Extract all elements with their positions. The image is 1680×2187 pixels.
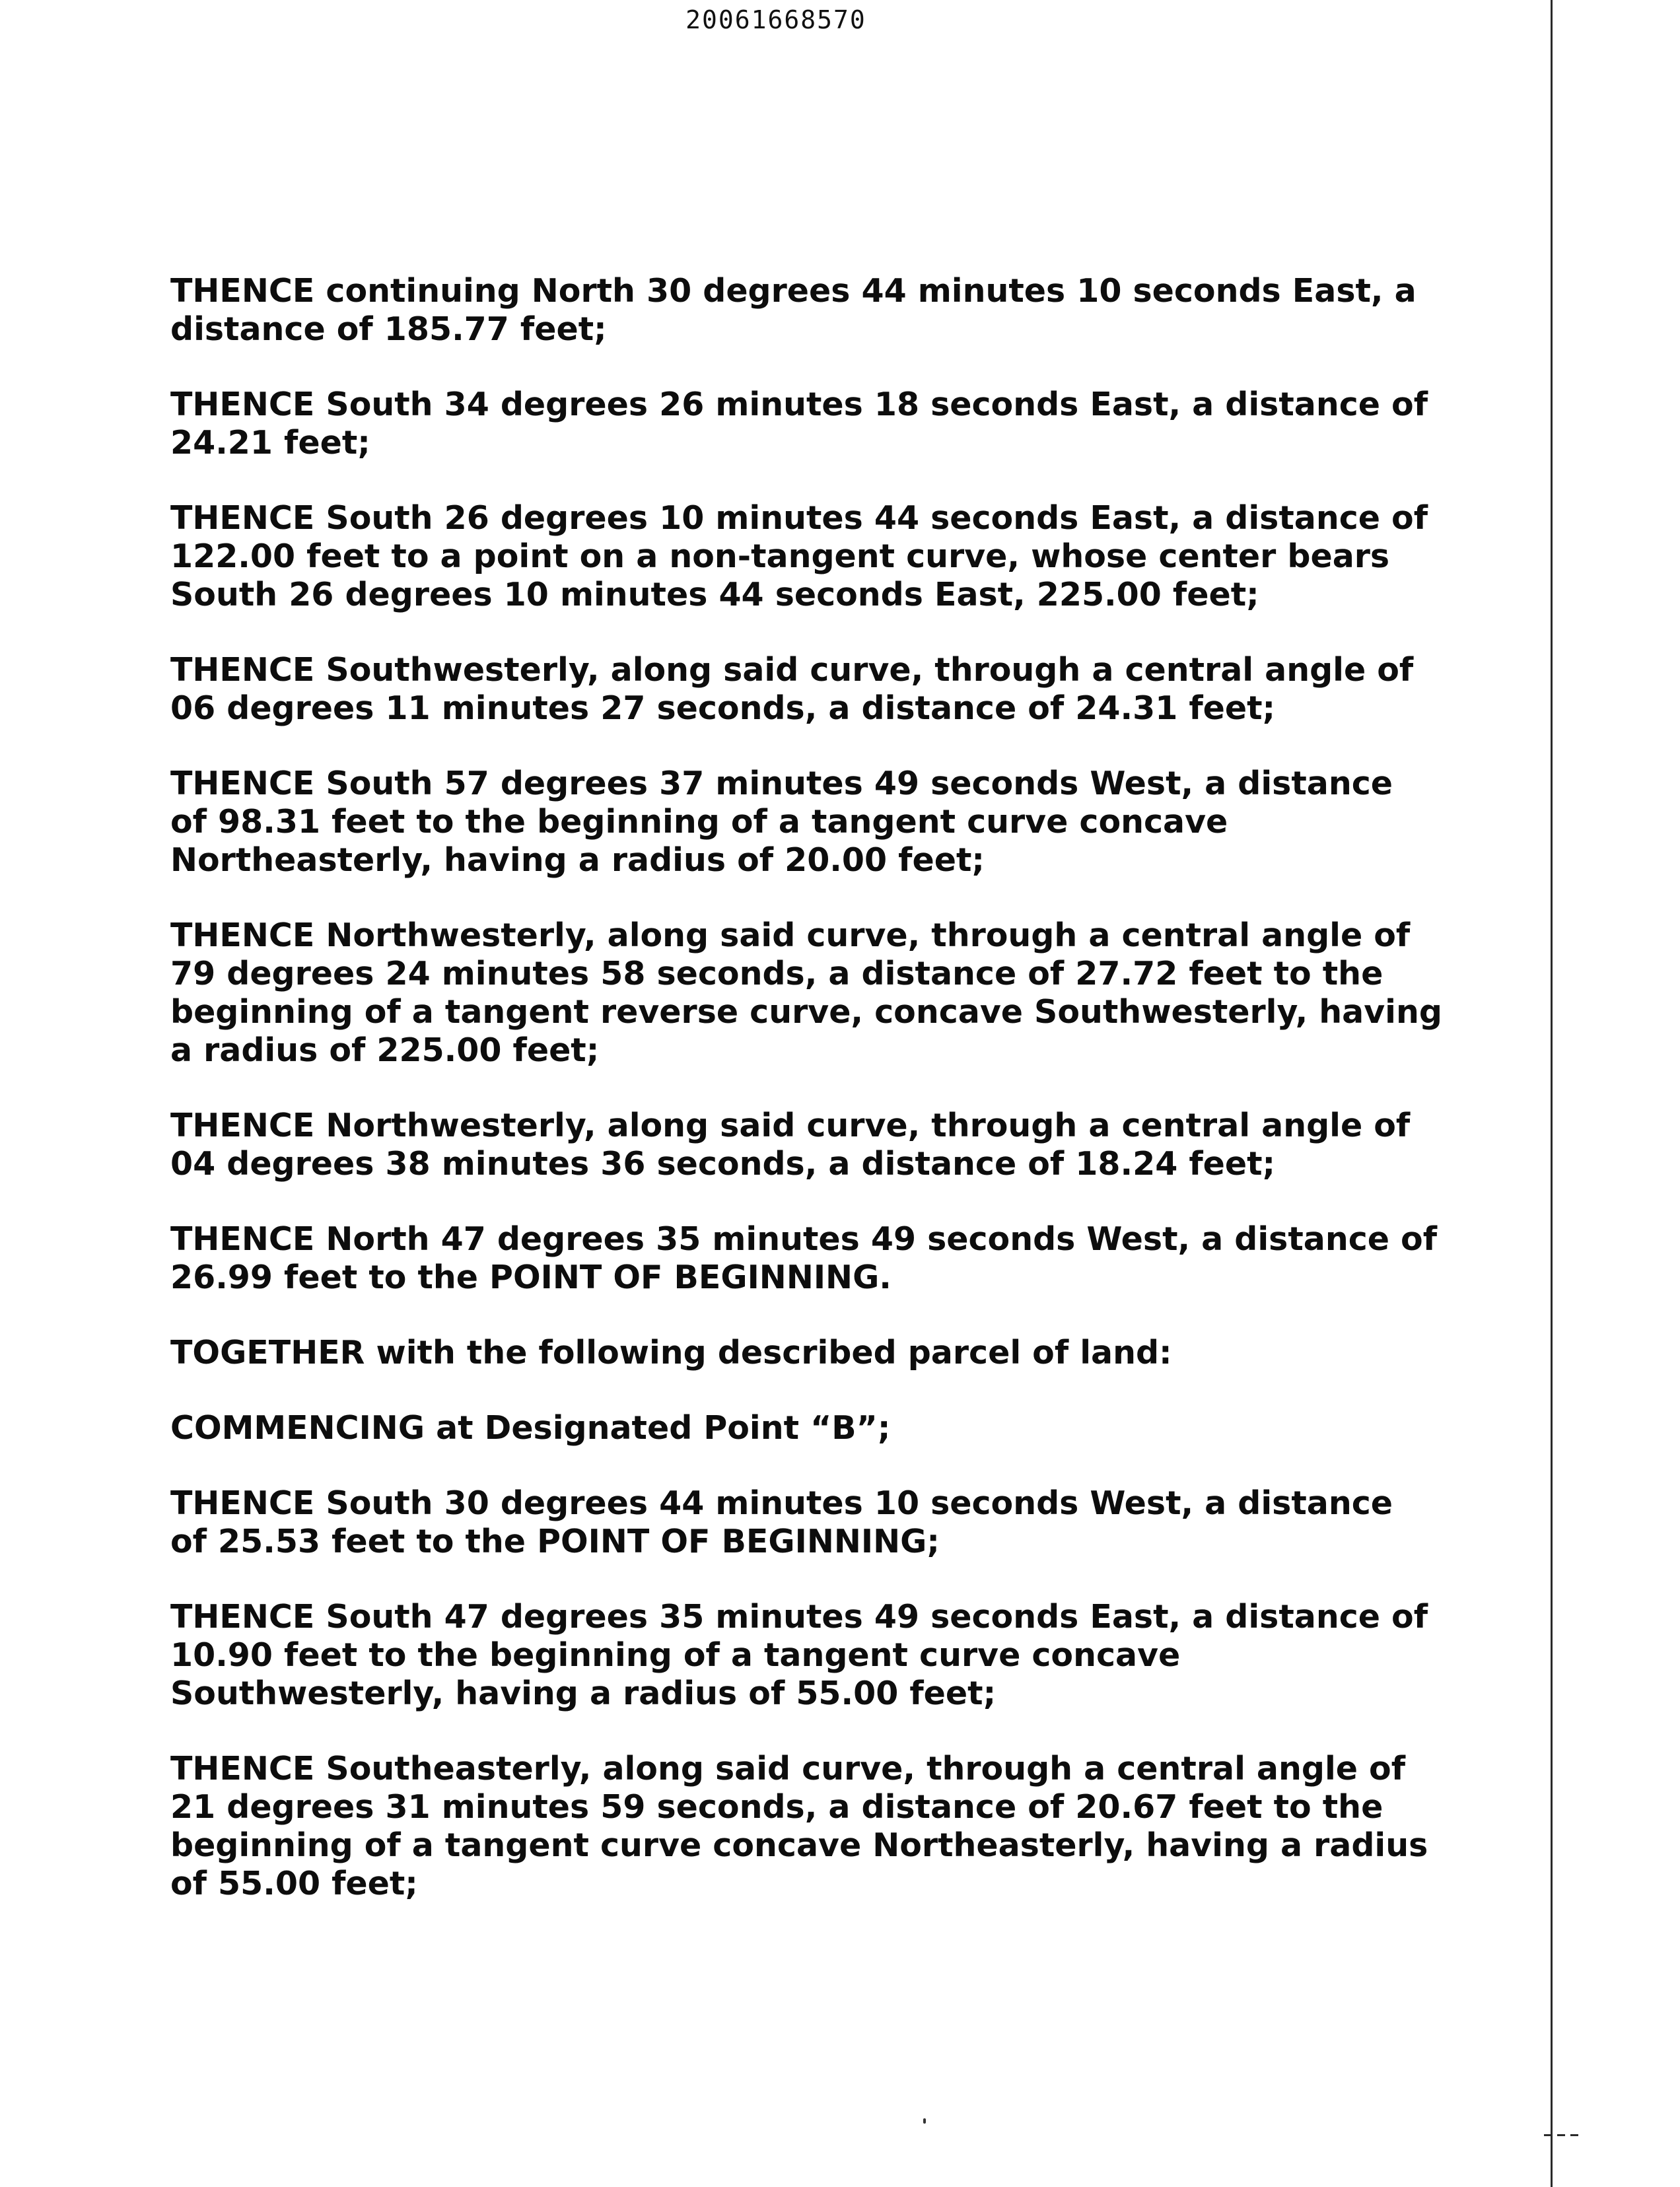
paragraph-course-2: THENCE South 34 degrees 26 minutes 18 seconds East, a distance of 24.21 feet; [170,386,1428,462]
paragraph-course-7: THENCE Northwesterly, along said curve, through a central angle of 04 degrees 38 minutes 36 seconds, a distance of 18.24 feet; [170,1107,1411,1183]
paragraph-course-9: THENCE South 30 degrees 44 minutes 10 seconds West, a distance of 25.53 feet to the POINT OF BEGINNING; [170,1484,1393,1560]
paragraph-course-8: THENCE North 47 degrees 35 minutes 49 seconds West, a distance of 26.99 feet to the POINT OF BEGINNING. [170,1220,1438,1296]
document-number: 20061668570 [685,5,866,34]
right-margin-rule [1551,0,1553,2187]
paragraph-course-5: THENCE South 57 degrees 37 minutes 49 seconds West, a distance of 98.31 feet to the beginning of a tangent curve concave Northeasterly, having a radius of 20.00 feet; [170,765,1393,879]
paragraph-course-10: THENCE South 47 degrees 35 minutes 49 seconds East, a distance of 10.90 feet to the beginning of a tangent curve concave Southwesterly, having a radius of 55.00 feet; [170,1598,1428,1712]
paragraph-course-3: THENCE South 26 degrees 10 minutes 44 seconds East, a distance of 122.00 feet to a point on a non-tangent curve, whose center bears South 26 degrees 10 minutes 44 seconds East, 225.00 feet; [170,499,1428,613]
legal-description-body [170,272,1537,1940]
paragraph-course-11: THENCE Southeasterly, along said curve, through a central angle of 21 degrees 31 minutes 59 seconds, a distance of 20.67 feet to the beginning of a tangent curve concave Northeasterly, having a radius of 55.00 feet; [170,1750,1428,1902]
paragraph-course-4: THENCE Southwesterly, along said curve, through a central angle of 06 degrees 11 minutes 27 seconds, a distance of 24.31 feet; [170,651,1414,727]
scan-speck [923,2118,926,2124]
paragraph-together: TOGETHER with the following described parcel of land: [170,1334,1172,1371]
paragraph-course-1: THENCE continuing North 30 degrees 44 minutes 10 seconds East, a distance of 185.77 feet; [170,272,1417,348]
paragraph-commencing: COMMENCING at Designated Point “B”; [170,1409,891,1447]
margin-tick-mark [1544,2134,1584,2136]
paragraph-course-6: THENCE Northwesterly, along said curve, through a central angle of 79 degrees 24 minutes 58 seconds, a distance of 27.72 feet to the beginning of a tangent reverse curve, concave Southwesterly, having a radius of 225.00 feet; [170,917,1442,1069]
